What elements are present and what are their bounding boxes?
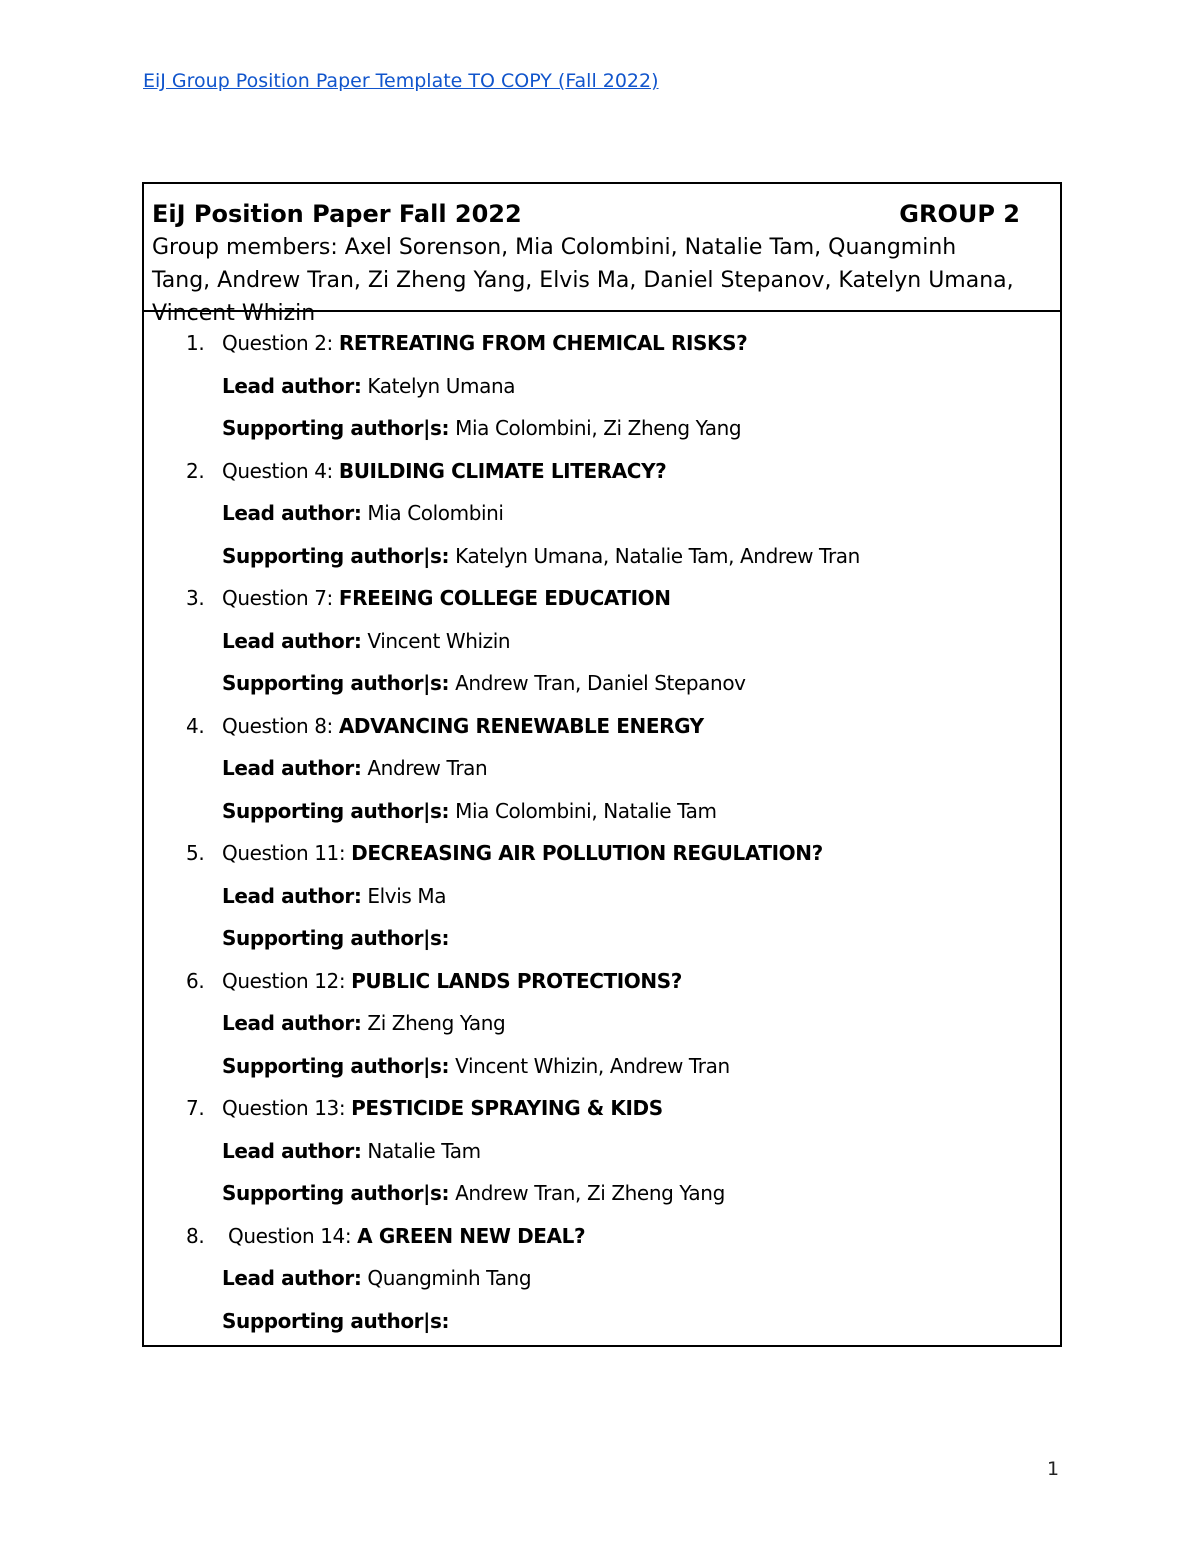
lead-author-name: Andrew Tran bbox=[367, 756, 488, 780]
question-number: 1. bbox=[186, 331, 205, 355]
supporting-authors-names: Andrew Tran, Daniel Stepanov bbox=[455, 671, 746, 695]
lead-author-label: Lead author: bbox=[222, 1266, 362, 1290]
lead-author-label: Lead author: bbox=[222, 373, 362, 398]
supporting-authors-label: Supporting author|s: bbox=[222, 926, 450, 950]
supporting-authors-names: Andrew Tran, Zi Zheng Yang bbox=[455, 1181, 725, 1205]
question-title: A GREEN NEW DEAL? bbox=[357, 1223, 586, 1248]
paper-title: EiJ Position Paper Fall 2022 bbox=[152, 200, 522, 228]
question-label: Question 14: bbox=[228, 1223, 352, 1248]
lead-author-line bbox=[222, 620, 1060, 663]
question-number: 4. bbox=[186, 713, 205, 738]
lead-author-label: Lead author: bbox=[222, 756, 362, 780]
question-number: 8. bbox=[186, 1223, 205, 1248]
question-number: 5. bbox=[186, 841, 205, 865]
lead-author-line bbox=[222, 492, 1060, 535]
table-body-cell bbox=[144, 312, 1060, 1345]
question-item bbox=[144, 322, 1060, 450]
question-title: PUBLIC LANDS PROTECTIONS? bbox=[351, 968, 682, 993]
template-link[interactable]: EiJ Group Position Paper Template TO COPY (Fall 2022) bbox=[143, 70, 659, 92]
question-line bbox=[222, 1087, 1060, 1130]
position-paper-table bbox=[142, 182, 1062, 1347]
lead-author-line bbox=[222, 747, 1060, 790]
question-line bbox=[222, 960, 1060, 1003]
question-label: Question 2: bbox=[222, 331, 333, 355]
supporting-authors-line bbox=[222, 407, 1060, 450]
supporting-authors-label: Supporting author|s: bbox=[222, 798, 450, 823]
supporting-authors-label: Supporting author|s: bbox=[222, 1181, 450, 1205]
lead-author-label: Lead author: bbox=[222, 628, 362, 653]
question-number: 7. bbox=[186, 1096, 205, 1120]
lead-author-name: Mia Colombini bbox=[367, 501, 504, 525]
lead-author-name: Zi Zheng Yang bbox=[367, 1011, 506, 1035]
supporting-authors-label: Supporting author|s: bbox=[222, 1308, 450, 1333]
supporting-authors-line bbox=[222, 535, 1060, 578]
supporting-authors-line bbox=[222, 917, 1060, 960]
question-label: Question 13: bbox=[222, 1096, 346, 1120]
supporting-authors-line bbox=[222, 1045, 1060, 1088]
supporting-authors-names: Katelyn Umana, Natalie Tam, Andrew Tran bbox=[455, 543, 860, 568]
group-members: Group members: Axel Sorenson, Mia Colombini, Natalie Tam, Quangminh Tang, Andrew Tran, Zi Zheng Yang, Elvis Ma, Daniel Stepanov, Katelyn Umana, Vincent Whizin bbox=[152, 235, 1014, 326]
question-item bbox=[144, 705, 1060, 833]
question-label: Question 8: bbox=[222, 713, 333, 738]
question-item bbox=[144, 577, 1060, 705]
question-title: RETREATING FROM CHEMICAL RISKS? bbox=[338, 331, 748, 355]
question-item bbox=[144, 1087, 1060, 1215]
table-header-cell bbox=[144, 184, 1060, 326]
question-line bbox=[222, 577, 1060, 620]
question-title: PESTICIDE SPRAYING & KIDS bbox=[351, 1096, 663, 1120]
question-list bbox=[144, 322, 1060, 1342]
lead-author-name: Vincent Whizin bbox=[367, 628, 511, 653]
question-item bbox=[144, 1215, 1060, 1343]
supporting-authors-line bbox=[222, 1172, 1060, 1215]
question-item bbox=[144, 960, 1060, 1088]
supporting-authors-label: Supporting author|s: bbox=[222, 1053, 450, 1078]
question-title: FREEING COLLEGE EDUCATION bbox=[338, 586, 671, 610]
lead-author-line bbox=[222, 1002, 1060, 1045]
lead-author-name: Quangminh Tang bbox=[367, 1266, 532, 1290]
lead-author-line bbox=[222, 1130, 1060, 1173]
question-number: 6. bbox=[186, 968, 205, 993]
question-item bbox=[144, 832, 1060, 960]
lead-author-line bbox=[222, 365, 1060, 408]
question-line bbox=[222, 1215, 1060, 1258]
lead-author-line bbox=[222, 875, 1060, 918]
lead-author-name: Elvis Ma bbox=[367, 883, 447, 908]
supporting-authors-line bbox=[222, 662, 1060, 705]
page-number: 1 bbox=[1047, 1458, 1060, 1480]
lead-author-name: Katelyn Umana bbox=[367, 373, 516, 398]
question-title: DECREASING AIR POLLUTION REGULATION? bbox=[351, 841, 823, 865]
question-number: 3. bbox=[186, 586, 205, 610]
supporting-authors-line bbox=[222, 1300, 1060, 1343]
question-title: BUILDING CLIMATE LITERACY? bbox=[338, 458, 667, 483]
supporting-authors-label: Supporting author|s: bbox=[222, 416, 450, 440]
lead-author-label: Lead author: bbox=[222, 883, 362, 908]
lead-author-name: Natalie Tam bbox=[367, 1138, 481, 1163]
supporting-authors-line bbox=[222, 790, 1060, 833]
question-label: Question 11: bbox=[222, 841, 346, 865]
question-label: Question 12: bbox=[222, 968, 346, 993]
question-number: 2. bbox=[186, 458, 205, 483]
supporting-authors-label: Supporting author|s: bbox=[222, 671, 450, 695]
supporting-authors-label: Supporting author|s: bbox=[222, 543, 450, 568]
lead-author-label: Lead author: bbox=[222, 1011, 362, 1035]
supporting-authors-names: Mia Colombini, Natalie Tam bbox=[455, 798, 717, 823]
lead-author-line bbox=[222, 1257, 1060, 1300]
question-item bbox=[144, 450, 1060, 578]
question-line bbox=[222, 322, 1060, 365]
question-line bbox=[222, 450, 1060, 493]
question-label: Question 4: bbox=[222, 458, 333, 483]
question-label: Question 7: bbox=[222, 586, 333, 610]
question-title: ADVANCING RENEWABLE ENERGY bbox=[338, 713, 704, 738]
title-row bbox=[152, 200, 1020, 228]
lead-author-label: Lead author: bbox=[222, 501, 362, 525]
lead-author-label: Lead author: bbox=[222, 1138, 362, 1163]
supporting-authors-names: Vincent Whizin, Andrew Tran bbox=[455, 1053, 730, 1078]
question-line bbox=[222, 705, 1060, 748]
group-label: GROUP 2 bbox=[899, 200, 1020, 228]
supporting-authors-names: Mia Colombini, Zi Zheng Yang bbox=[455, 416, 742, 440]
question-line bbox=[222, 832, 1060, 875]
